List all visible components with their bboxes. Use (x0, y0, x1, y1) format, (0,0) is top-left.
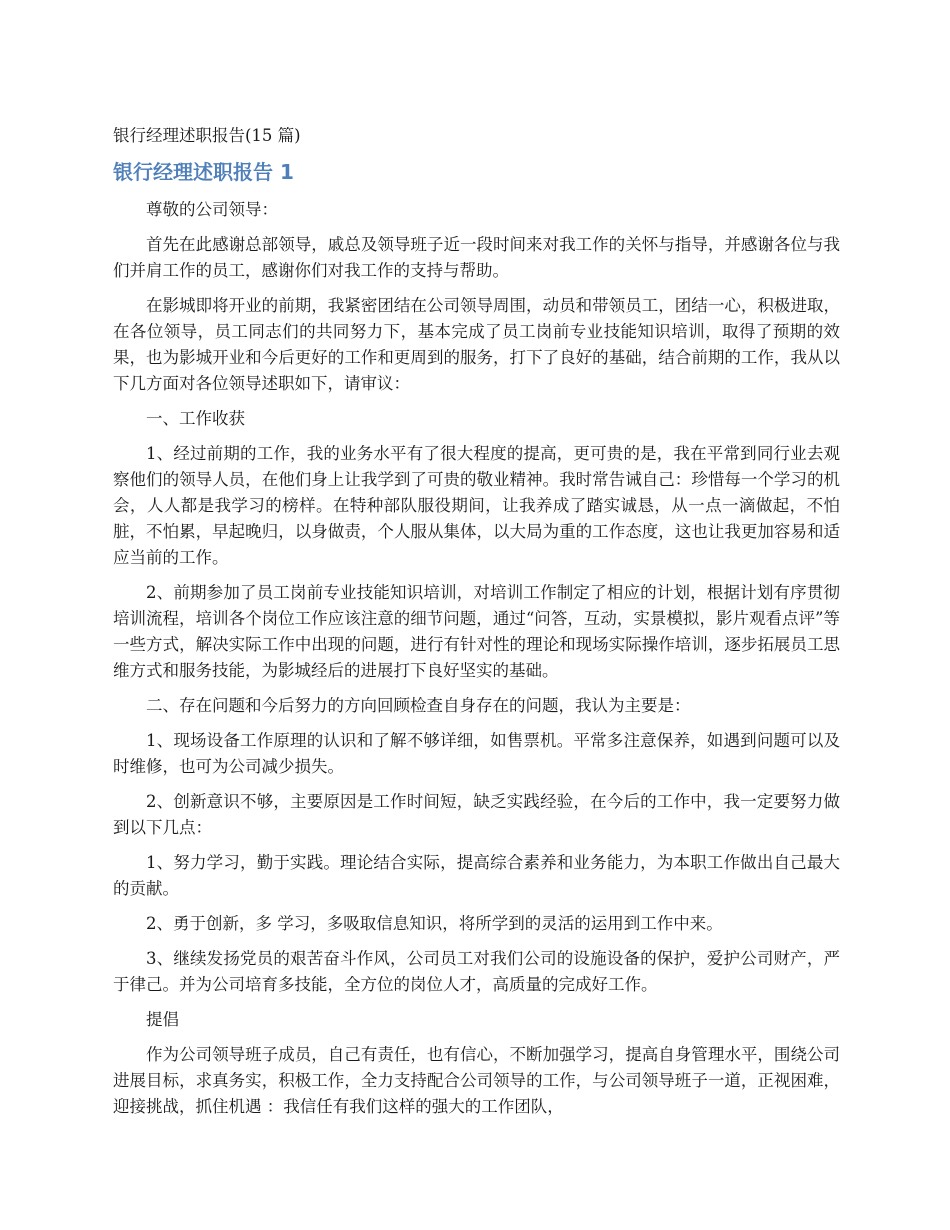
paragraph: 3、继续发扬党员的艰苦奋斗作风，公司员工对我们公司的设施设备的保护，爱护公司财产，严于律己。并为公司培育多技能，全方位的岗位人才，高质量的完成好工作。 (113, 949, 840, 994)
paragraph: 1、经过前期的工作，我的业务水平有了很大程度的提高，更可贵的是，我在平常到同行业去观察他们的领导人员，在他们身上让我学到了可贵的敬业精神。我时常告诫自己：珍惜每一个学习的机会，人人都是我学习的榜样。在特种部队服役期间，让我养成了踏实诚恳，从一点一滴做起，不怕脏，不怕累，早起晚归，以身做责，个人服从集体，以大局为重的工作态度，这也让我更加容易和适应当前的工作。 (113, 444, 840, 567)
subheading-problems: 二、存在问题和今后努力的方向回顾检查自身存在的问题，我认为主要是： (146, 696, 691, 715)
document-body (113, 123, 840, 1129)
subheading-work-gains: 一、工作收获 (146, 409, 245, 428)
subheading-advocacy: 提倡 (146, 1010, 179, 1029)
document-title: 银行经理述职报告(15 篇) (113, 126, 301, 145)
paragraph: 2、创新意识不够，主要原因是工作时间短，缺乏实践经验，在今后的工作中，我一定要努力做到以下几点： (113, 792, 840, 837)
paragraph: 在影城即将开业的前期，我紧密团结在公司领导周围，动员和带领员工，团结一心，积极进取，在各位领导，员工同志们的共同努力下，基本完成了员工岗前专业技能知识培训，取得了预期的效果，也为影城开业和今后更好的工作和更周到的服务，打下了良好的基础，结合前期的工作，我从以下几方面对各位领导述职如下，请审议： (113, 296, 840, 393)
paragraph: 首先在此感谢总部领导，戚总及领导班子近一段时间来对我工作的关怀与指导，并感谢各位与我们并肩工作的员工，感谢你们对我工作的支持与帮助。 (113, 235, 840, 280)
paragraph: 作为公司领导班子成员，自己有责任，也有信心，不断加强学习，提高自身管理水平，围绕公司进展目标，求真务实，积极工作，全力支持配合公司领导的工作，与公司领导班子一道，正视困难，迎接挑战，抓住机遇 ：我信任有我们这样的强大的工作团队， (113, 1045, 840, 1116)
section-heading: 银行经理述职报告 1 (113, 160, 294, 184)
paragraph: 1、努力学习，勤于实践。理论结合实际，提高综合素养和业务能力，为本职工作做出自己最大的贡献。 (113, 853, 840, 898)
paragraph: 2、前期参加了员工岗前专业技能知识培训，对培训工作制定了相应的计划，根据计划有序贯彻培训流程，培训各个岗位工作应该注意的细节问题，通过“问答，互动，实景模拟，影片观看点评”等一些方式，解决实际工作中出现的问题，进行有针对性的理论和现场实际操作培训，逐步拓展员工思维方式和服务技能，为影城经后的进展打下良好坚实的基础。 (113, 583, 840, 680)
paragraph: 1、现场设备工作原理的认识和了解不够详细，如售票机。平常多注意保养，如遇到问题可以及时维修，也可为公司减少损失。 (113, 731, 840, 776)
paragraph: 2、勇于创新，多 学习，多吸取信息知识，将所学到的灵活的运用到工作中来。 (146, 914, 723, 933)
paragraph-salutation: 尊敬的公司领导： (146, 200, 278, 219)
